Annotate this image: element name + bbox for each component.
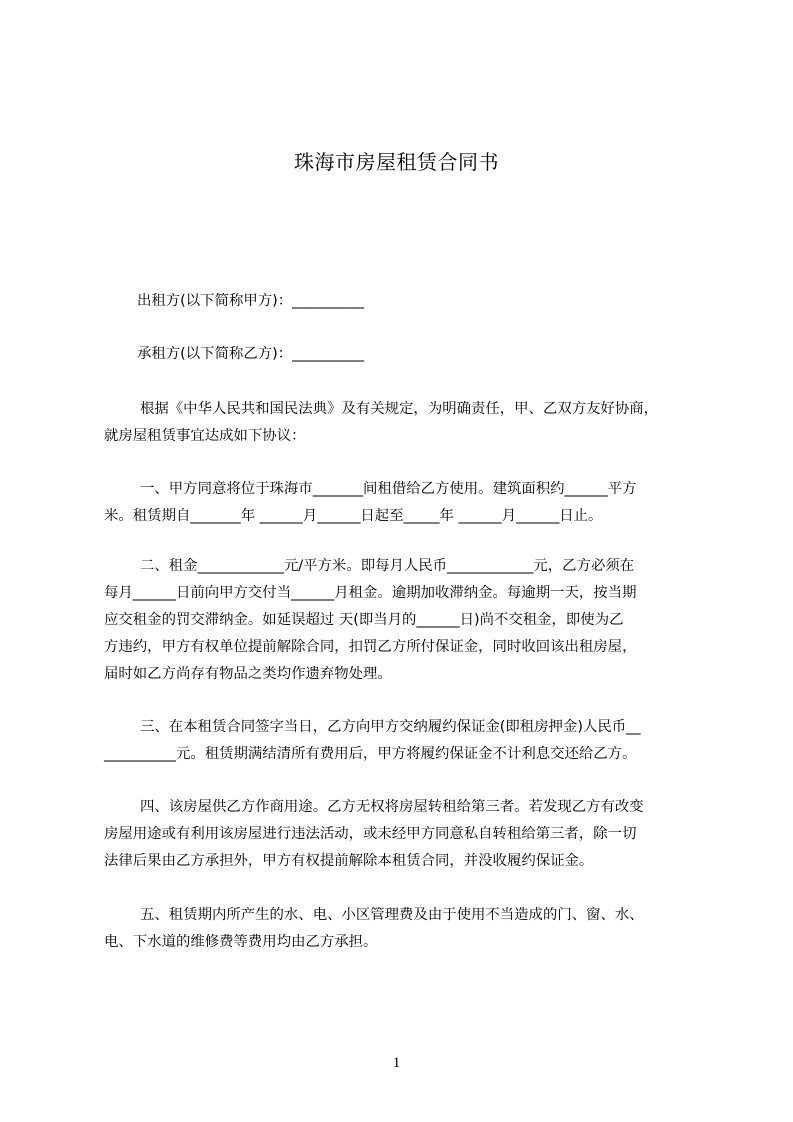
clause-2-line: 方违约，甲方有权单位提前解除合同，扣罚乙方所付保证金，同时收回该出租房屋，: [104, 639, 637, 655]
preamble-line: 就房屋租赁事宜达成如下协议：: [104, 428, 306, 444]
lessee-line: 承租方(以下简称乙方)：__________: [137, 346, 365, 362]
clause-1-paragraph: [104, 476, 704, 530]
preamble-paragraph: [104, 396, 704, 450]
preamble-line: 根据《中华人民共和国民法典》及有关规定，为明确责任，甲、乙双方友好协商，: [140, 401, 659, 417]
clause-2-line: 届时如乙方尚存有物品之类均作遗弃物处理。: [104, 666, 392, 682]
clause-1-line: 一、甲方同意将位于珠海市_______间租借给乙方使用。建筑面积约______平方: [140, 481, 637, 497]
clause-5-line: 五、租赁期内所产生的水、电、小区管理费及由于使用不当造成的门、窗、水、: [140, 907, 644, 923]
page-number: 1: [392, 1055, 401, 1071]
document-title: 珠海市房屋租赁合同书: [294, 150, 499, 174]
clause-2-line: 应交租金的罚交滞纳金。如延误超过 天(即当月的______日)尚不交租金，即使为乙: [104, 612, 624, 628]
clause-3-line: 三、在本租赁合同签字当日，乙方向甲方交纳履约保证金(即租房押金)人民币__: [140, 719, 641, 735]
clause-4-line: 四、该房屋供乙方作商用途。乙方无权将房屋转租给第三者。若发现乙方有改变: [140, 799, 644, 815]
clause-3-paragraph: [104, 714, 704, 768]
clause-4-line: 法律后果由乙方承担外，甲方有权提前解除本租赁合同，并没收履约保证金。: [104, 853, 594, 869]
clause-4-line: 房屋用途或有利用该房屋进行违法活动，或未经甲方同意私自转租给第三者，除一切: [104, 826, 637, 842]
lessor-line: 出租方(以下简称甲方)：__________: [137, 293, 365, 309]
clause-2-line: 每月______日前向甲方交付当______月租金。逾期加收滞纳金。每逾期一天，按当期: [104, 585, 637, 601]
clause-5-line: 电、下水道的维修费等费用均由乙方承担。: [104, 934, 378, 950]
clause-5-paragraph: [104, 902, 704, 956]
clause-3-line: __________元。租赁期满结清所有费用后，甲方将履约保证金不计利息交还给乙方。: [104, 746, 637, 762]
clause-1-line: 米。租赁期自_______年 ______月______日起至_____年 ______月______日止。: [104, 508, 603, 524]
clause-2-line: 二、租金____________元/平方米。即每月人民币____________元，乙方必须在: [140, 558, 635, 574]
clause-4-paragraph: [104, 794, 704, 875]
clause-2-paragraph: [104, 553, 704, 688]
